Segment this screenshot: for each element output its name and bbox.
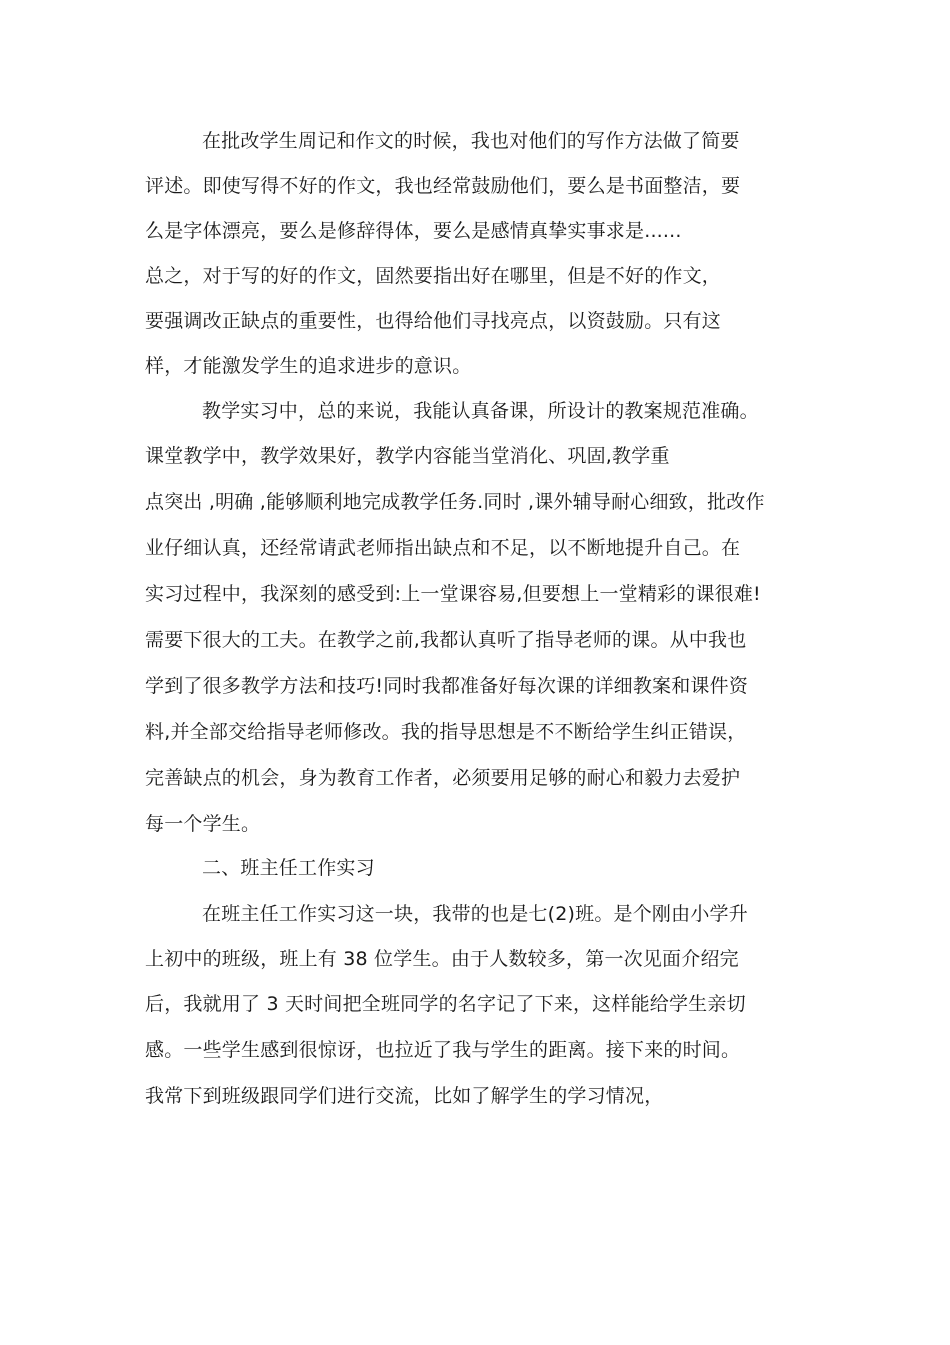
text-line: 么是字体漂亮，要么是修辞得体，要么是感情真挚实事求是...... xyxy=(145,220,682,242)
text-line: 我常下到班级跟同学们进行交流，比如了解学生的学习情况， xyxy=(145,1085,664,1107)
text-line: 每一个学生。 xyxy=(145,813,261,835)
text-line: 业仔细认真，还经常请武老师指出缺点和不足，以不断地提升自己。在 xyxy=(145,537,741,559)
text-line: 要强调改正缺点的重要性，也得给他们寻找亮点，以资鼓励。只有这 xyxy=(145,310,722,332)
text-line: 后，我就用了 3 天时间把全班同学的名字记了下来，这样能给学生亲切 xyxy=(145,993,746,1015)
text-line: 在班主任工作实习这一块，我带的也是七(2)班。是个刚由小学升 xyxy=(202,903,748,925)
text-line: 在批改学生周记和作文的时候，我也对他们的写作方法做了简要 xyxy=(202,130,740,152)
text-line: 点突出 ,明确 ,能够顺利地完成教学任务.同时 ,课外辅导耐心细致，批改作 xyxy=(145,491,765,513)
text-line: 课堂教学中，教学效果好，教学内容能当堂消化、巩固,教学重 xyxy=(145,445,670,467)
section-heading: 二、班主任工作实习 xyxy=(202,857,375,879)
text-line: 评述。即使写得不好的作文，我也经常鼓励他们，要么是书面整洁，要 xyxy=(145,175,741,197)
text-line: 需要下很大的工夫。在教学之前,我都认真听了指导老师的课。从中我也 xyxy=(145,629,747,651)
text-line: 上初中的班级，班上有 38 位学生。由于人数较多，第一次见面介绍完 xyxy=(145,948,739,970)
text-line: 教学实习中，总的来说，我能认真备课，所设计的教案规范准确。 xyxy=(202,400,759,422)
text-line: 样，才能激发学生的追求进步的意识。 xyxy=(145,355,472,377)
text-line: 总之，对于写的好的作文，固然要指出好在哪里，但是不好的作文， xyxy=(145,265,722,287)
text-line: 实习过程中，我深刻的感受到:上一堂课容易,但要想上一堂精彩的课很难! xyxy=(145,583,761,605)
text-line: 完善缺点的机会，身为教育工作者，必须要用足够的耐心和毅力去爱护 xyxy=(145,767,741,789)
text-line: 感。一些学生感到很惊讶，也拉近了我与学生的距离。接下来的时间。 xyxy=(145,1039,741,1061)
text-line: 学到了很多教学方法和技巧!同时我都准备好每次课的详细教案和课件资 xyxy=(145,675,749,697)
text-line: 料,并全部交给指导老师修改。我的指导思想是不不断给学生纠正错误， xyxy=(145,721,747,743)
